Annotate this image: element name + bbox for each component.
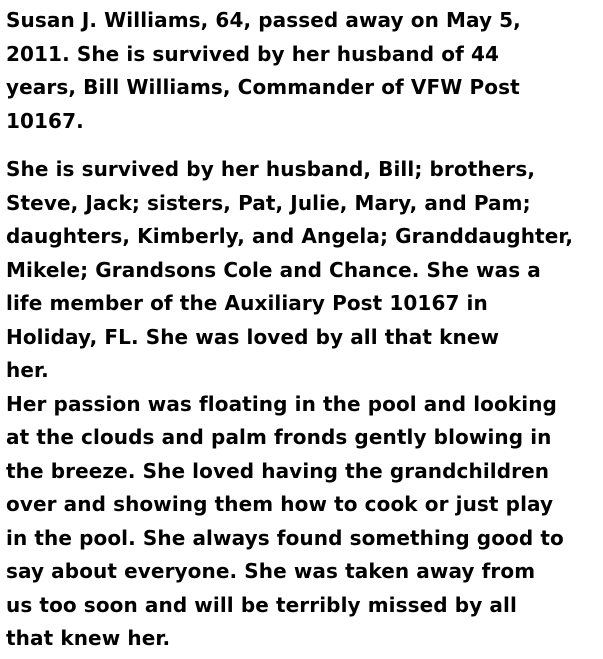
paragraph-passion xyxy=(6,388,596,656)
text-line: Mikele; Grandsons Cole and Chance. She was a xyxy=(6,257,541,282)
text-line: She is survived by her husband, Bill; brothers, xyxy=(6,157,536,181)
text-line: her. xyxy=(6,358,49,382)
text-line: Her passion was floating in the pool and looking xyxy=(6,391,557,416)
text-line: in the pool. She always found something good to xyxy=(6,525,564,550)
text-line: 10167. xyxy=(6,108,84,133)
text-line: daughters, Kimberly, and Angela; Granddaughter, xyxy=(6,224,574,248)
text-line: that knew her. xyxy=(6,626,171,650)
text-line: the breeze. She loved having the grandchildren xyxy=(6,458,550,483)
paragraph-intro xyxy=(6,4,596,138)
obituary-document xyxy=(6,4,596,656)
text-line: life member of the Auxiliary Post 10167 in xyxy=(6,291,488,315)
text-line: Steve, Jack; sisters, Pat, Julie, Mary, and Pam; xyxy=(6,190,531,215)
paragraph-gap xyxy=(6,138,596,153)
text-line: us too soon and will be terribly missed by all xyxy=(6,592,517,617)
text-line: over and showing them how to cook or just play xyxy=(6,492,554,516)
paragraph-survivors xyxy=(6,153,596,388)
text-line: Susan J. Williams, 64, passed away on May 5, xyxy=(6,8,521,32)
text-line: at the clouds and palm fronds gently blowing in xyxy=(6,425,552,449)
text-line: say about everyone. She was taken away from xyxy=(6,559,536,583)
text-line: 2011. She is survived by her husband of 44 xyxy=(6,41,499,66)
text-line: Holiday, FL. She was loved by all that knew xyxy=(6,324,500,349)
text-line: years, Bill Williams, Commander of VFW Post xyxy=(6,75,520,99)
